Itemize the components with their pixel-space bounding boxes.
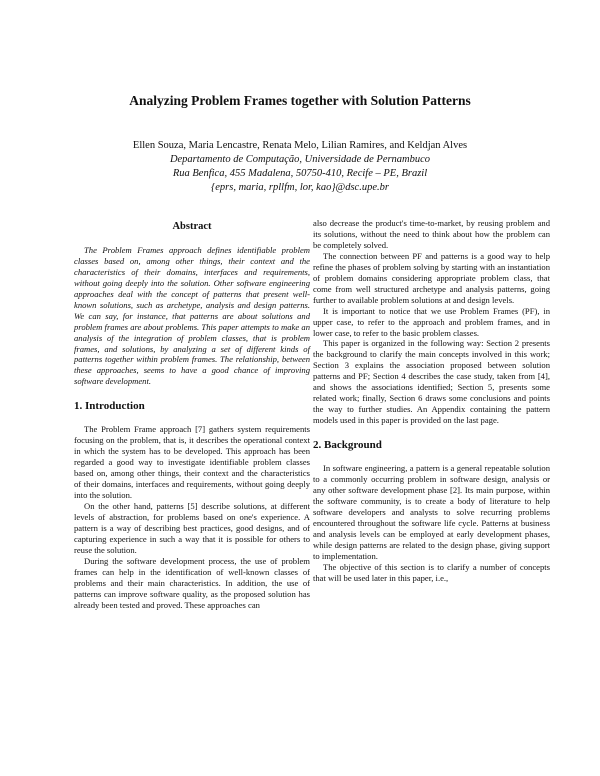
right-paragraph-3: It is important to notice that we use Problem Frames (PF), in upper case, to refer to the approach and problem frames, and in lower case, to refer to the basic problem classes.	[313, 305, 550, 338]
right-paragraph-1: also decrease the product's time-to-market, by reusing problem and its solutions, without the need to think about how the problem can be completely solved.	[313, 218, 550, 250]
background-paragraph-2: The objective of this section is to clarify a number of concepts that will be used later in this paper, i.e.,	[313, 561, 550, 583]
intro-paragraph-2: On the other hand, patterns [5] describe solutions, at different levels of abstraction, for problems based on one's experience. A pattern is a way of describing best practices, good designs, and of capturing experience in such a way that it is possible for others to reuse the solution.	[74, 500, 310, 555]
author-names: Ellen Souza, Maria Lencastre, Renata Melo, Lilian Ramires, and Keldjan Alves	[132, 140, 468, 151]
right-paragraph-2: The connection between PF and patterns is a good way to help refine the phases of problem solving by starting with an instantiation of problem domains considering appropriate problem class, that come from well structured archetype and analysis patterns, going further to available problem solutions at and design levels.	[313, 250, 550, 305]
background-paragraph-1: In software engineering, a pattern is a general repeatable solution to a commonly occurring problem in software design, analysis or any other software development phase [2]. Its main purpose, within the software community, is to create a body of literature to help software developers and analysts to solve recurring problems encountered throughout the software life cycle. Patterns at business and analysis levels can be employed at early development phases, while design patterns are related to the design phase, giving support to implementation.	[313, 463, 550, 561]
author-emails: {eprs, maria, rpllfm, lor, kao}@dsc.upe.br	[211, 182, 389, 193]
intro-heading: 1. Introduction	[74, 400, 145, 413]
intro-paragraph-3: During the software development process, the use of problem frames can help in the identification of well-known classes of problems and their main characteristics. In addition, the use of patterns can improve software quality, as the proposed solution has already been tested and proved. These approaches can	[74, 555, 310, 610]
background-heading: 2. Background	[313, 439, 382, 452]
author-address: Rua Benfica, 455 Madalena, 50750-410, Recife – PE, Brazil	[172, 168, 428, 179]
right-column	[313, 218, 550, 584]
abstract-heading: Abstract	[172, 221, 212, 232]
left-column	[74, 218, 310, 611]
intro-paragraph-1: The Problem Frame approach [7] gathers system requirements focusing on the problem, that is, it describes the operational context in which the system has to be developed. This approach has been regarded a good way to investigate identifiable problem classes based on, among other things, their context and the characteristics of their domains, interfaces and requirements, without going deeply into the solution.	[74, 424, 310, 501]
abstract-text: The Problem Frames approach defines identifiable problem classes based on, among other things, their context and the characteristics of their domains, interfaces and requirements, without going deeply into the solution. Other software engineering approaches deal with the concept of patterns that present well-known solutions, such as archetype, analysis and design patterns. We can say, for instance, that patterns are about solutions and problem frames are about problems. This paper attempts to make an analysis of the integration of problem classes, that is problem frames, and solutions, by analyzing a set of different kinds of patterns together within problem frames. The relationship, between these approaches, seems to have a good chance of improving software development.	[74, 244, 310, 387]
author-department: Departamento de Computação, Universidade de Pernambuco	[169, 154, 431, 165]
author-block	[0, 139, 600, 195]
paper-title: Analyzing Problem Frames together with Solution Patterns	[129, 93, 471, 108]
right-paragraph-4: This paper is organized in the following way: Section 2 presents the background to clarify the main concepts involved in this work; Section 3 explains the association proposed between solution patterns and PF; Section 4 describes the case study, taken from [4], and shows the associations identified; Section 5, presents some related work; finally, Section 6 draws some conclusions and points the way to further studies. An Appendix containing the pattern models used in this paper is provided on the last page.	[313, 338, 550, 426]
